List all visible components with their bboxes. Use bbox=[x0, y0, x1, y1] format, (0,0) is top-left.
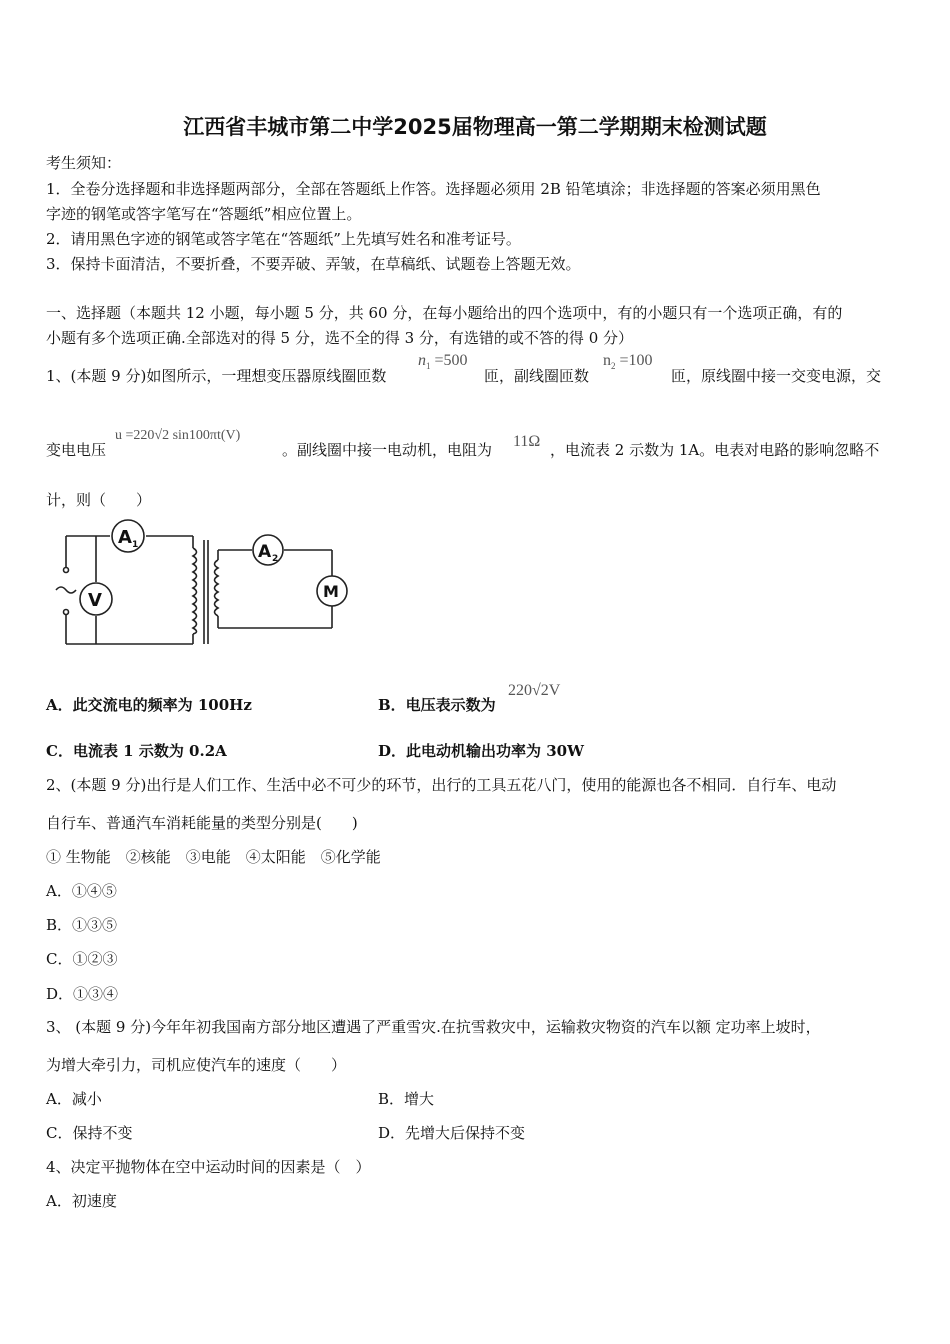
page-title: 江西省丰城市第二中学2025届物理高一第二学期期末检测试题 bbox=[183, 115, 767, 139]
notice-item-3: 3．保持卡面清洁，不要折叠，不要弄破、弄皱，在草稿纸、试题卷上答题无效。 bbox=[46, 255, 581, 273]
section1-line2: 小题有多个选项正确.全部选对的得 5 分，选不全的得 3 分，有选错的或不答的得 0 分） bbox=[46, 329, 634, 347]
q2-option-c: C．①②③ bbox=[46, 950, 118, 968]
q1-text-4: 变电电压 bbox=[46, 441, 107, 459]
q1-resistance-formula: 11Ω bbox=[513, 433, 541, 450]
q1-text-6: ，电流表 2 示数为 1A。电表对电路的影响忽略不 bbox=[550, 441, 880, 459]
q4-option-a: A．初速度 bbox=[46, 1192, 117, 1210]
notice-heading: 考生须知： bbox=[46, 154, 122, 172]
q2-option-a: A．①④⑤ bbox=[46, 882, 117, 900]
voltmeter-label: V bbox=[88, 590, 102, 611]
q1-voltage-formula: u =220√2 sin100πt(V) bbox=[115, 428, 241, 443]
q1-option-b-formula: 220√2V bbox=[508, 682, 561, 699]
motor-label: M bbox=[323, 582, 339, 601]
q4-line1: 4、决定平抛物体在空中运动时间的因素是（ ） bbox=[46, 1158, 371, 1176]
q3-option-b: B．增大 bbox=[378, 1090, 435, 1108]
q1-text-7: 计，则（ ） bbox=[46, 491, 152, 509]
q1-text-5: 。副线圈中接一电动机，电阻为 bbox=[282, 441, 493, 459]
ammeter-a1-sub: 1 bbox=[132, 540, 139, 550]
ammeter-a1-label: A bbox=[118, 527, 132, 548]
notice-item-2: 2．请用黑色字迹的钢笔或答字笔在“答题纸”上先填写姓名和准考证号。 bbox=[46, 230, 521, 248]
ammeter-a2-label: A bbox=[258, 542, 272, 562]
q2-line1: 2、(本题 9 分)出行是人们工作、生活中必不可少的环节，出行的工具五花八门，使用的能源也各不相同．自行车、电动 bbox=[46, 776, 837, 794]
notice-item-1a: 1．全卷分选择题和非选择题两部分，全部在答题纸上作答。选择题必须用 2B 铅笔填涂；非选择题的答案必须用黑色 bbox=[46, 180, 821, 198]
q2-option-d: D．①③④ bbox=[46, 985, 119, 1003]
q1-text-1: 1、(本题 9 分)如图所示，一理想变压器原线圈匝数 bbox=[46, 367, 387, 385]
q3-line1: 3、 (本题 9 分)今年年初我国南方部分地区遭遇了严重雪灾.在抗雪救灾中，运输救灾物资的汽车以额 定功率上坡时， bbox=[46, 1018, 821, 1036]
q3-line2: 为增大牵引力，司机应使汽车的速度（ ） bbox=[46, 1056, 347, 1074]
section1-line1: 一、选择题（本题共 12 小题，每小题 5 分，共 60 分，在每小题给出的四个选项中，有的小题只有一个选项正确，有的 bbox=[46, 304, 843, 322]
q3-option-a: A．减小 bbox=[46, 1090, 102, 1108]
q1-option-a: A．此交流电的频率为 100Hz bbox=[46, 696, 252, 714]
q1-option-c: C．电流表 1 示数为 0.2A bbox=[46, 742, 227, 760]
q1-option-d: D．此电动机输出功率为 30W bbox=[378, 742, 584, 760]
q1-n1-formula: $n_1 =500$ bbox=[418, 352, 468, 372]
q1-text-2: 匝，副线圈匝数 bbox=[484, 367, 590, 385]
q1-n2-formula: $n_2 =100$ bbox=[603, 352, 653, 372]
q2-option-b: B．①③⑤ bbox=[46, 916, 118, 934]
q2-choices: ① 生物能 ②核能 ③电能 ④太阳能 ⑤化学能 bbox=[46, 848, 381, 866]
ammeter-a2-sub: 2 bbox=[272, 554, 279, 564]
q3-option-d: D．先增大后保持不变 bbox=[378, 1124, 526, 1142]
q1-option-b: B．电压表示数为 bbox=[378, 696, 496, 714]
q3-option-c: C．保持不变 bbox=[46, 1124, 133, 1142]
notice-item-1b: 字迹的钢笔或答字笔写在“答题纸”相应位置上。 bbox=[46, 205, 362, 223]
q2-line2: 自行车、普通汽车消耗能量的类型分别是( ) bbox=[46, 814, 358, 832]
q1-circuit-diagram bbox=[48, 518, 368, 653]
q1-text-3: 匝，原线圈中接一交变电源，交 bbox=[671, 367, 882, 385]
